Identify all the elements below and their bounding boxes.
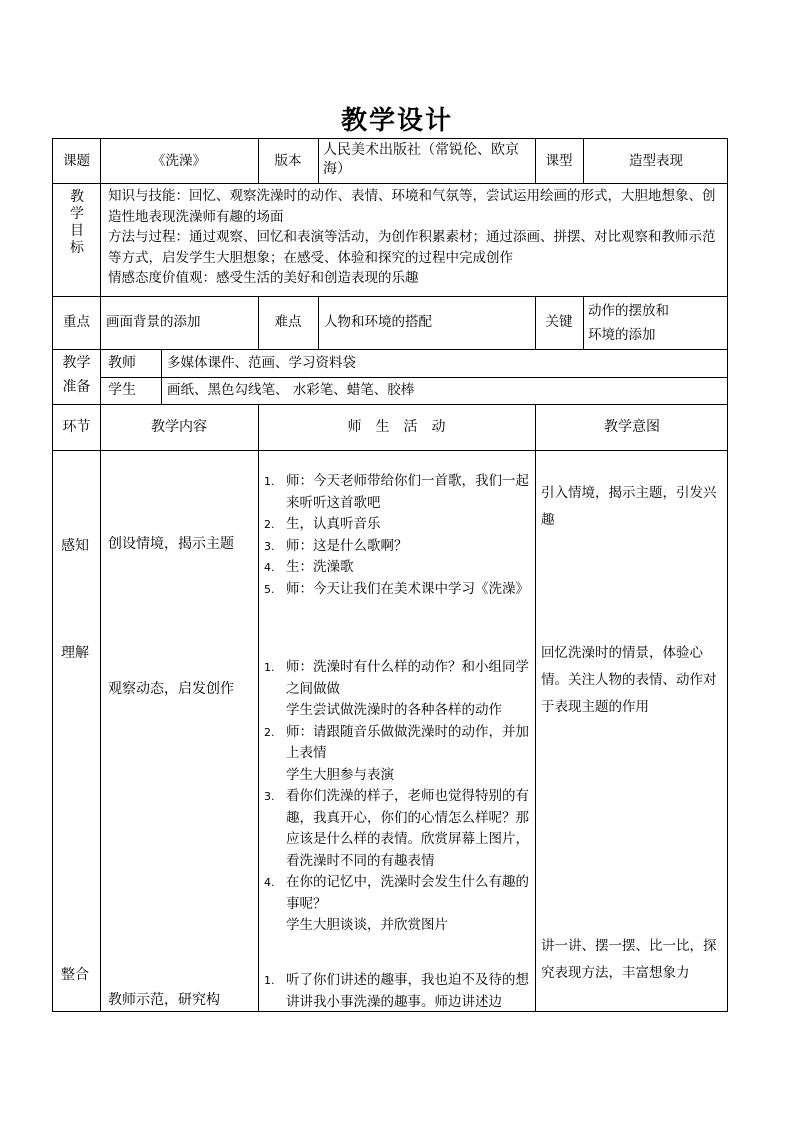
lesson-plan-table (52, 138, 728, 1012)
key-value: 画面背景的添加 (106, 314, 201, 330)
activity-item: 2. 师：请跟随音乐做做洗澡时的动作，并加上表情 学生大胆参与表演 (264, 723, 529, 783)
objectives-label: 教学目标 (70, 189, 84, 256)
difficulty-value: 人物和环境的搭配 (324, 314, 432, 330)
header-content: 教学内容 (151, 418, 207, 435)
objective-emotion: 情感态度价值观：感受生活的美好和创造表现的乐趣 (108, 270, 419, 286)
activity-item: 3. 看你们洗澡的样子，老师也觉得特别的有趣，我真开心，你们的心情怎么样呢？那应该是什么样的表情。欣赏屏幕上图片，看洗澡时不同的有趣表情 (264, 788, 529, 869)
student-label: 学生 (108, 382, 136, 398)
stage-understanding: 理解 (61, 645, 89, 661)
student-materials: 画纸、黑色勾线笔、 水彩笔、蜡笔、胶棒 (167, 382, 415, 398)
activity-item: 1. 听了你们讲述的趣事，我也迫不及待的想讲讲我小事洗澡的趣事。师边讲述边 (264, 972, 529, 1010)
activities-perception (258, 471, 531, 600)
teacher-materials: 多媒体课件、范画、学习资料袋 (167, 354, 356, 371)
crux-value: 动作的摆放和 环境的添加 (588, 303, 669, 343)
activity-item: 5. 师：今天让我们在美术课中学习《洗澡》 (264, 580, 529, 597)
edition-value: 人民美术出版社（常锐伦、欧京海） (323, 142, 519, 177)
content-teacher-demo: 教师示范，研究构 (108, 992, 220, 1008)
difficulty-label: 难点 (274, 314, 302, 330)
crux-label: 关键 (545, 314, 573, 330)
content-create-scene: 创设情境，揭示主题 (108, 536, 234, 552)
intent-perception: 引入情境，揭示主题，引发兴趣 (541, 485, 717, 528)
preparation-label: 教学 准备 (62, 355, 91, 395)
activity-item: 3. 师：这是什么歌啊？ (264, 537, 408, 554)
header-intent: 教学意图 (604, 418, 660, 435)
objective-knowledge: 知识与技能：回忆、观察洗澡时的动作、表情、环境和气氛等，尝试运用绘画的形式，大胆地想象、创造性地表现洗澡师有趣的场面 (108, 188, 716, 225)
type-value: 造型表现 (629, 152, 683, 169)
intent-integration: 讲一讲、摆一摆、比一比，探究表现方法，丰富想象力 (541, 938, 717, 981)
stage-perception: 感知 (61, 538, 89, 554)
topic-value: 《洗澡》 (152, 152, 206, 169)
content-observe-motion: 观察动态，启发创作 (108, 681, 234, 697)
teacher-label: 教师 (108, 354, 136, 371)
objective-method: 方法与过程：通过观察、回忆和表演等活动，为创作积累素材；通过添画、拼摆、对比观察和教师示范等方式，启发学生大胆想象；在感受、体验和探究的过程中完成创作 (108, 229, 716, 266)
topic-label: 课题 (63, 152, 90, 169)
activity-item: 4. 在你的记忆中，洗澡时会发生什么有趣的事呢？ 学生大胆谈谈，并欣赏图片 (264, 874, 529, 933)
header-stage: 环节 (62, 418, 91, 435)
objectives-text (108, 186, 723, 289)
edition-label: 版本 (274, 152, 302, 169)
header-activity: 师 生 活 动 (347, 418, 446, 435)
activities-understanding (258, 657, 531, 937)
intent-understanding: 回忆洗澡时的情景，体验心情。关注人物的表情、动作对于表现主题的作用 (541, 645, 717, 715)
activities-integration (258, 970, 531, 1012)
activity-item: 4. 生：洗澡歌 (264, 559, 354, 575)
type-label: 课型 (545, 152, 573, 169)
stage-integration: 整合 (61, 967, 89, 983)
document-title: 教学设计 (340, 106, 453, 136)
key-label: 重点 (63, 314, 90, 330)
activity-item: 2. 生，认真听音乐 (264, 516, 381, 532)
activity-item: 1. 师：今天老师带给你们一首歌，我们一起来听听这首歌吧 (264, 473, 529, 511)
activity-item: 1. 师：洗澡时有什么样的动作？和小组同学之间做做 学生尝试做洗澡时的各种各样的动作 (264, 659, 529, 718)
